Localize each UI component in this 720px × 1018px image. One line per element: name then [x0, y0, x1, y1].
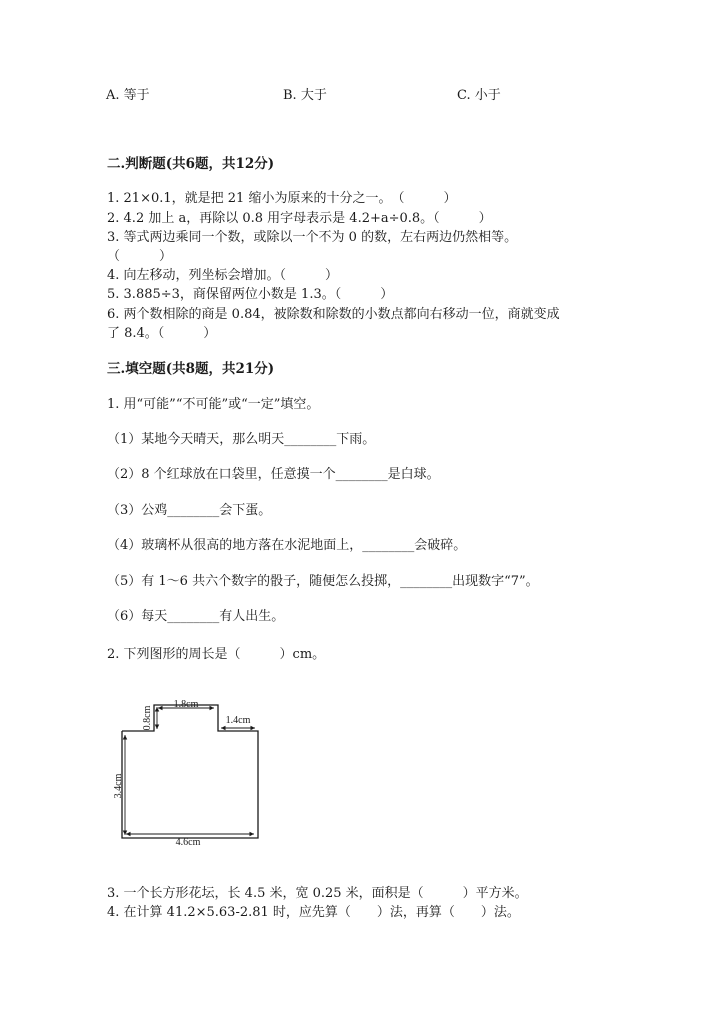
fill-sub-6: （6）每天________有人出生。	[107, 609, 285, 624]
fill-question-4: 4. 在计算 41.2×5.63-2.81 时，应先算（ ）法，再算（ ）法。	[107, 905, 520, 920]
choice-a: A. 等于	[106, 88, 150, 103]
fill-sub-4: （4）玻璃杯从很高的地方落在水泥地面上，________会破碎。	[107, 538, 467, 553]
fill-sub-1: （1）某地今天晴天，那么明天________下雨。	[107, 432, 376, 447]
label-right-step: 1.4cm	[225, 715, 251, 726]
choice-b: B. 大于	[283, 88, 327, 103]
fill-question-2: 2. 下列图形的周长是（ ）cm。	[107, 647, 326, 662]
section-3-title: 三.填空题(共8题，共21分)	[107, 361, 275, 377]
fill-question-3: 3. 一个长方形花坛，长 4.5 米，宽 0.25 米，面积是（ ）平方米。	[107, 886, 528, 901]
judge-question-1: 1. 21×0.1，就是把 21 缩小为原来的十分之一。 （ ）	[107, 191, 457, 206]
label-top-height: 0.8cm	[142, 705, 153, 731]
judge-question-4: 4. 向左移动，列坐标会增加。（ ）	[107, 268, 339, 283]
label-left-height: 3.4cm	[113, 773, 124, 799]
choice-c: C. 小于	[457, 88, 501, 103]
judge-question-2: 2. 4.2 加上 a，再除以 0.8 用字母表示是 4.2+a÷0.8。（ ）	[107, 211, 492, 226]
fill-sub-2: （2）8 个红球放在口袋里，任意摸一个________是白球。	[107, 467, 440, 482]
judge-question-6-cont: 了 8.4。（ ）	[107, 326, 217, 341]
judge-question-3: 3. 等式两边乘同一个数，或除以一个不为 0 的数，左右两边仍然相等。	[107, 230, 518, 245]
fill-sub-5: （5）有 1～6 共六个数字的骰子，随便怎么投掷，________出现数字“7”。	[107, 574, 539, 589]
fill-sub-3: （3）公鸡________会下蛋。	[107, 503, 272, 518]
judge-question-6: 6. 两个数相除的商是 0.84，被除数和除数的小数点都向右移动一位，商就变成	[107, 307, 560, 322]
judge-question-5: 5. 3.885÷3，商保留两位小数是 1.3。（ ）	[107, 287, 394, 302]
judge-question-3-blank: （ ）	[107, 249, 173, 264]
fill-question-1: 1. 用“可能”“不可能”或“一定”填空。	[107, 397, 320, 412]
label-bottom-width: 4.6cm	[175, 837, 201, 848]
section-2-title: 二.判断题(共6题，共12分)	[107, 156, 275, 172]
label-top-width: 1.8cm	[173, 699, 199, 710]
